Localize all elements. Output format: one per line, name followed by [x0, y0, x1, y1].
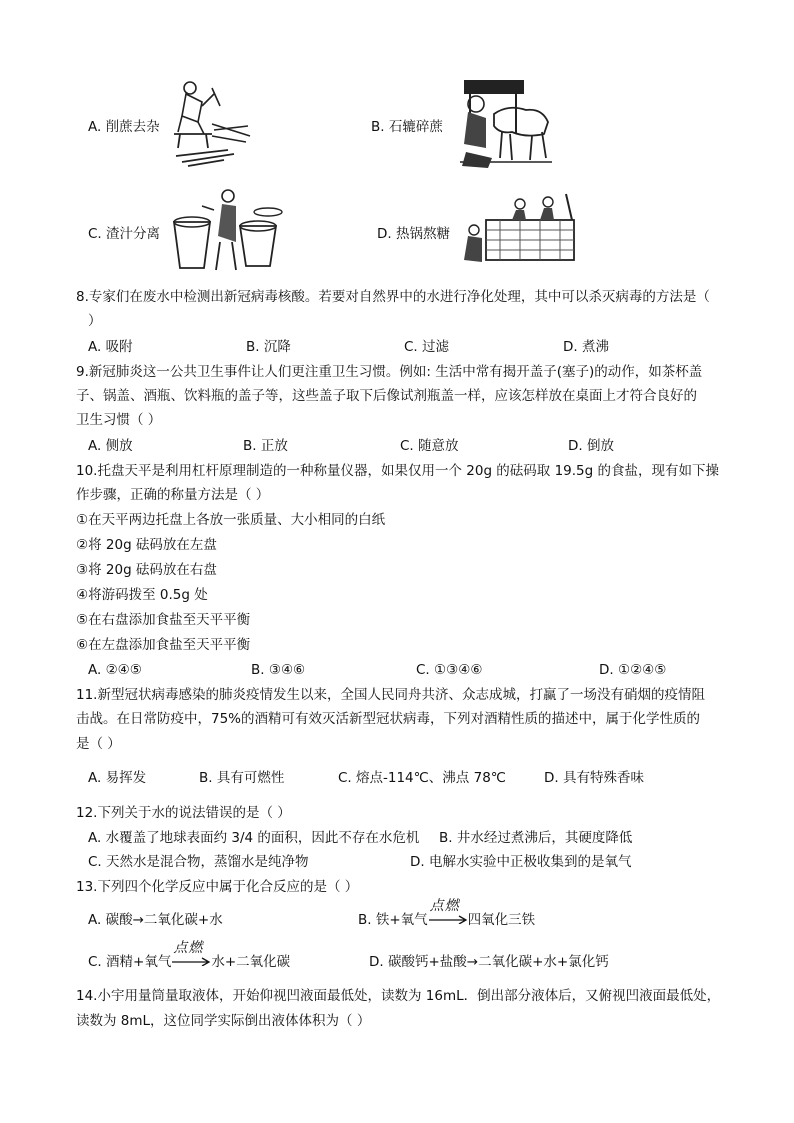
q10-step: ④将游码拨至 0.5g 处: [76, 587, 208, 603]
q12-option-c[interactable]: C. 天然水是混合物，蒸馏水是纯净物: [88, 854, 309, 870]
q11-stem-line2: 击战。在日常防疫中，75%的酒精可有效灭活新型冠状病毒，下列对酒精性质的描述中，属于化学性质的: [76, 711, 701, 727]
q12-option-b[interactable]: B. 井水经过煮沸后，其硬度降低: [439, 830, 633, 846]
q13-c-reactants: C. 酒精+氧气: [88, 954, 172, 970]
boiling-sugar-pot-illustration: [460, 190, 578, 268]
condition-ignite: 点燃: [173, 940, 204, 956]
q8-option-a[interactable]: A. 吸附: [88, 339, 133, 355]
juice-separation-illustration: [170, 186, 286, 272]
person-cutting-cane-illustration: [168, 76, 252, 168]
q13-stem: 13.下列四个化学反应中属于化合反应的是（ ）: [76, 879, 359, 895]
q12-stem: 12.下列关于水的说法错误的是（ ）: [76, 805, 291, 821]
q8-option-d[interactable]: D. 煮沸: [563, 339, 609, 355]
q11-option-a[interactable]: A. 易挥发: [88, 770, 147, 786]
q13-option-c[interactable]: [88, 940, 291, 972]
q10-stem-line2: 作步骤，正确的称量方法是（ ）: [76, 487, 270, 503]
q10-stem-line1: 10.托盘天平是利用杠杆原理制造的一种称量仪器，如果仅用一个 20g 的砝码取 19.5g 的食盐，现有如下操: [76, 463, 720, 479]
q14-stem-line2: 读数为 8mL，这位同学实际倒出液体体积为（ ）: [76, 1013, 371, 1029]
q10-step: ⑥在左盘添加食盐至天平平衡: [76, 637, 251, 653]
q8-stem-line2: ）: [88, 313, 102, 329]
q9-option-a[interactable]: A. 侧放: [88, 438, 133, 454]
q9-option-b[interactable]: B. 正放: [243, 438, 288, 454]
q10-step: ①在天平两边托盘上各放一张质量、大小相同的白纸: [76, 512, 386, 528]
q11-option-b[interactable]: B. 具有可燃性: [199, 770, 285, 786]
q8-option-c[interactable]: C. 过滤: [404, 339, 450, 355]
q13-b-product: 四氧化三铁: [467, 912, 536, 928]
q13-c-products: 水+二氧化碳: [211, 954, 291, 970]
q10-option-d[interactable]: D. ①②④⑤: [599, 662, 667, 678]
condition-ignite: 点燃: [429, 898, 460, 914]
q9-stem-line3: 卫生习惯（ ）: [76, 412, 162, 428]
q10-step: ③将 20g 砝码放在右盘: [76, 562, 217, 578]
q12-option-d[interactable]: D. 电解水实验中正极收集到的是氧气: [410, 854, 632, 870]
q10-step: ⑤在右盘添加食盐至天平平衡: [76, 612, 251, 628]
q7-option-c[interactable]: C. 渣汁分离: [88, 226, 161, 242]
q13-option-d[interactable]: D. 碳酸钙+盐酸→二氧化碳+水+氯化钙: [369, 954, 609, 970]
q11-stem-line1: 11.新型冠状病毒感染的肺炎疫情发生以来，全国人民同舟共济、众志成城，打赢了一场没有硝烟的疫情阻: [76, 687, 705, 703]
q12-option-a[interactable]: A. 水覆盖了地球表面约 3/4 的面积，因此不存在水危机: [88, 830, 420, 846]
q7-option-a[interactable]: A. 削蔗去杂: [88, 119, 160, 135]
q13-b-reactants: B. 铁+氧气: [358, 912, 428, 928]
q14-stem-line1: 14.小宇用量筒量取液体，开始仰视凹液面最低处，读数为 16mL．倒出部分液体后，又俯视凹液面最低处，: [76, 988, 721, 1004]
q10-option-c[interactable]: C. ①③④⑥: [416, 662, 483, 678]
stone-roller-ox-illustration: [456, 74, 554, 170]
q11-stem-line3: 是（ ）: [76, 736, 121, 752]
q9-option-d[interactable]: D. 倒放: [568, 438, 614, 454]
q7-option-b[interactable]: B. 石辘碎蔗: [371, 119, 443, 135]
q10-step: ②将 20g 砝码放在左盘: [76, 537, 217, 553]
q8-option-b[interactable]: B. 沉降: [246, 339, 291, 355]
reaction-arrow: [171, 940, 211, 972]
q10-option-a[interactable]: A. ②④⑤: [88, 662, 142, 678]
q9-stem-line2: 子、锅盖、酒瓶、饮料瓶的盖子等，这些盖子取下后像试剂瓶盖一样，应该怎样放在桌面上才符合良好的: [76, 388, 697, 404]
q8-stem-line1: 8.专家们在废水中检测出新冠病毒核酸。若要对自然界中的水进行净化处理，其中可以杀灭病毒的方法是（: [76, 289, 710, 305]
reaction-arrow: [428, 898, 468, 930]
q7-option-d[interactable]: D. 热锅熬糖: [377, 226, 450, 242]
q13-option-b[interactable]: [358, 898, 536, 930]
q10-option-b[interactable]: B. ③④⑥: [251, 662, 306, 678]
q13-option-a[interactable]: A. 碳酸→二氧化碳+水: [88, 912, 223, 928]
q11-option-d[interactable]: D. 具有特殊香味: [544, 770, 644, 786]
q11-option-c[interactable]: C. 熔点-114℃、沸点 78℃: [338, 770, 506, 786]
q9-stem-line1: 9.新冠肺炎这一公共卫生事件让人们更注重卫生习惯。例如: 生活中常有揭开盖子(塞子)的动作，如茶杯盖: [76, 364, 703, 380]
q9-option-c[interactable]: C. 随意放: [400, 438, 459, 454]
